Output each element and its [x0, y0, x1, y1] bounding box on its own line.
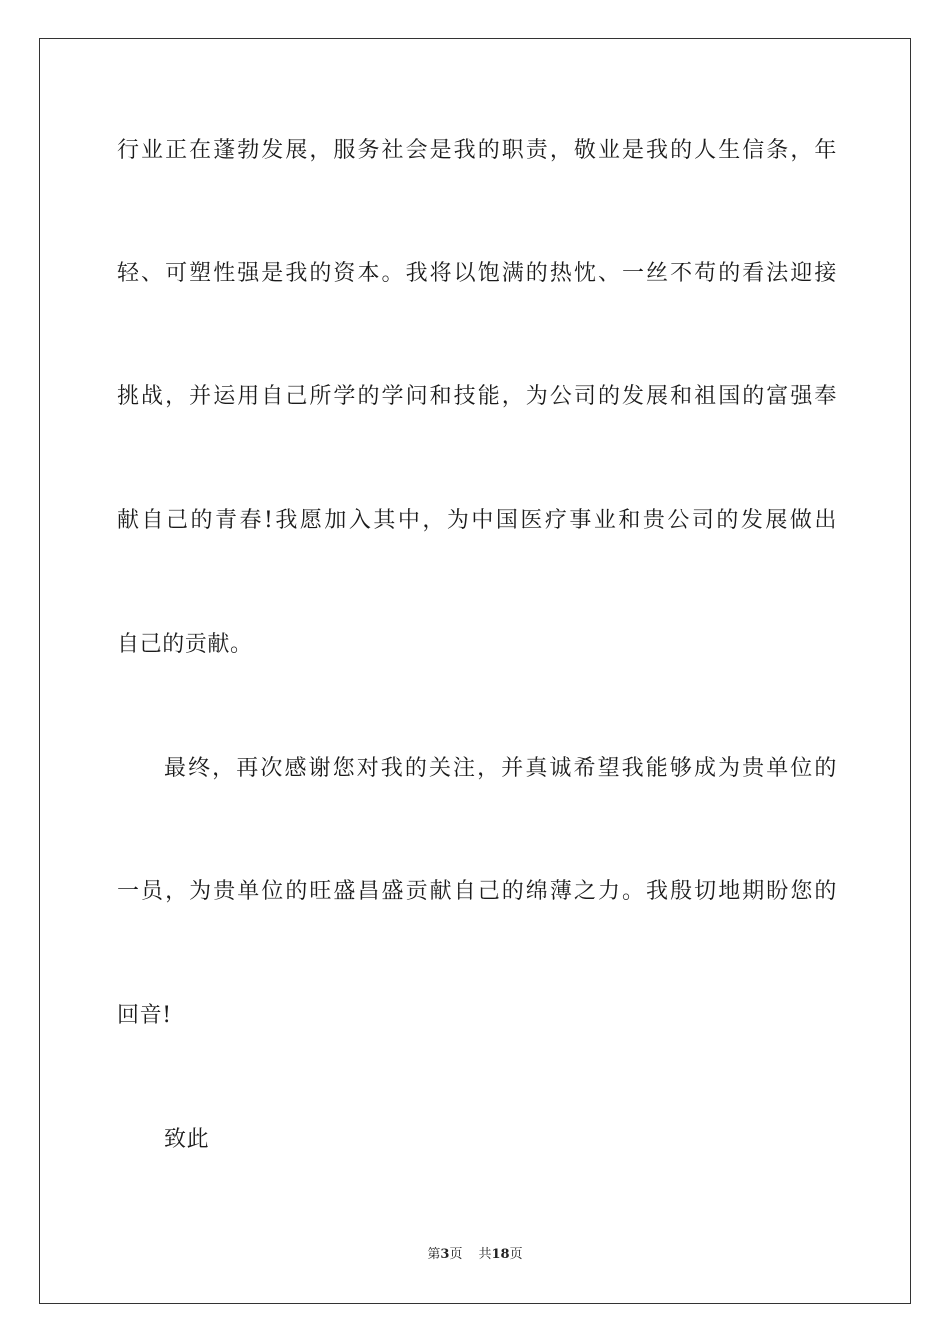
page-number: 3: [440, 1247, 450, 1262]
total-pages: 18: [491, 1247, 510, 1262]
body-text-line: 回音!: [117, 1003, 172, 1028]
body-text-line: 挑战，并运用自己所学的学问和技能，为公司的发展和祖国的富强奉: [117, 384, 837, 409]
body-text-line: 自己的贡献。: [117, 632, 253, 657]
total-prefix: 共: [478, 1247, 492, 1262]
body-text-line: 献自己的青春!我愿加入其中，为中国医疗事业和贵公司的发展做出: [117, 508, 837, 533]
page-suffix: 页: [449, 1247, 463, 1262]
total-suffix: 页: [509, 1247, 523, 1262]
page-border: [39, 38, 911, 1304]
closing-salutation: 致此: [164, 1127, 210, 1152]
paragraph-first-line: 最终，再次感谢您对我的关注，并真诚希望我能够成为贵单位的: [164, 756, 837, 781]
body-text-line: 一员，为贵单位的旺盛昌盛贡献自己的绵薄之力。我殷切地期盼您的: [117, 879, 837, 904]
body-text-line: 行业正在蓬勃发展，服务社会是我的职责，敬业是我的人生信条，年: [117, 138, 837, 163]
page-footer: [0, 1246, 950, 1264]
body-text-line: 轻、可塑性强是我的资本。我将以饱满的热忱、一丝不苟的看法迎接: [117, 261, 837, 286]
page-prefix: 第: [427, 1247, 441, 1262]
